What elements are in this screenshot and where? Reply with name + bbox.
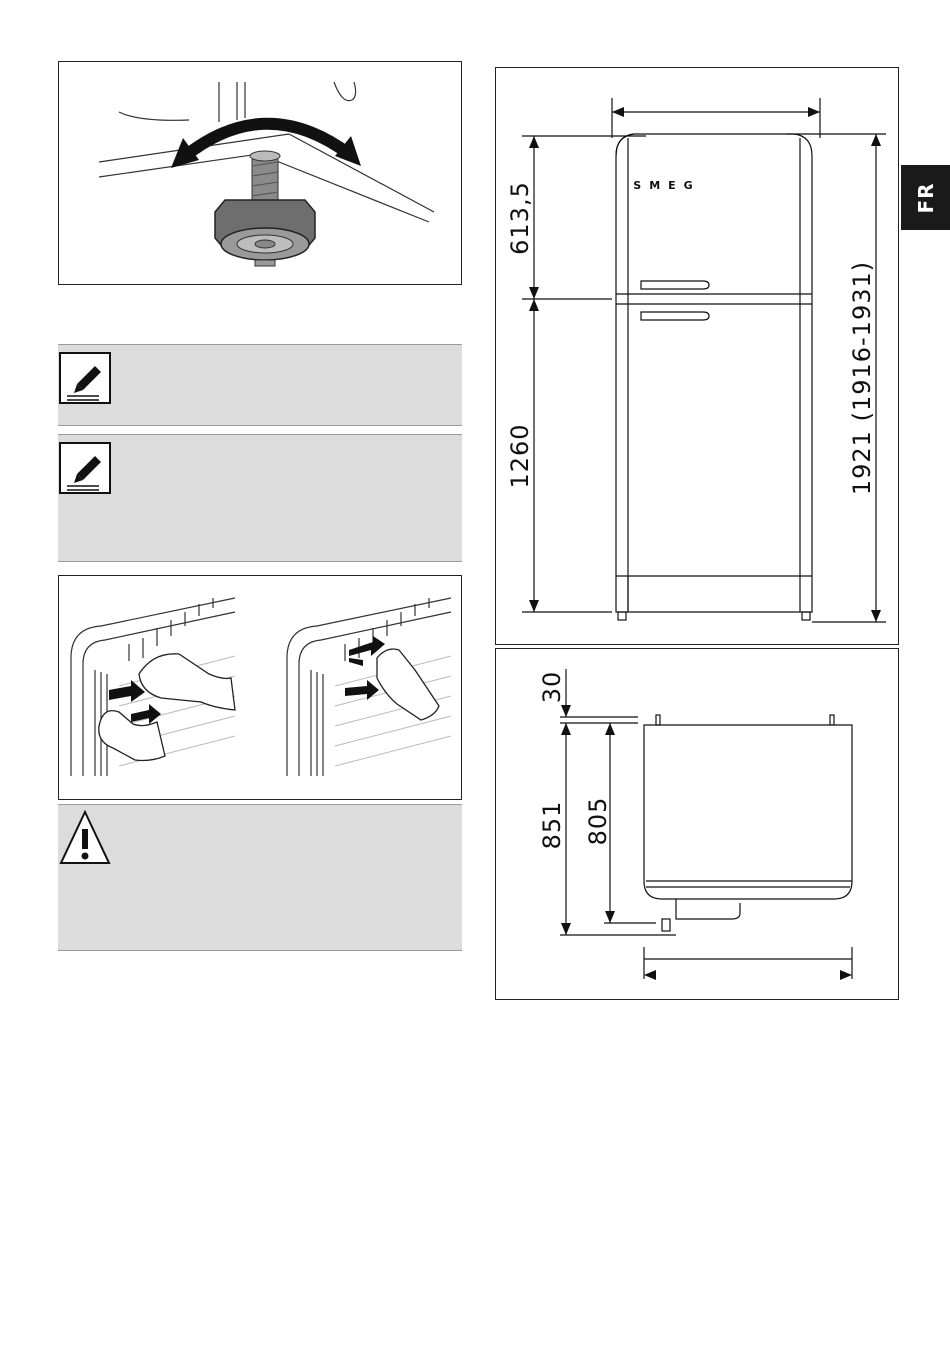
pencil-note-icon: [59, 352, 111, 404]
fridge-height-label: 1260: [506, 423, 534, 489]
note-box-2: [58, 434, 462, 562]
brand-logo: SMEG: [633, 179, 701, 192]
door-seal-illustration: [59, 576, 460, 798]
fridge-dimensions-figure: [495, 67, 899, 645]
total-depth-label: 851: [538, 800, 566, 850]
note-box-1: [58, 344, 462, 426]
language-tab: [901, 165, 950, 230]
fridge-top-drawing: [496, 649, 897, 998]
top-view-dimensions-figure: [495, 648, 899, 1000]
pencil-note-icon: [59, 442, 111, 494]
leveling-foot-illustration: [59, 62, 460, 283]
fridge-front-drawing: [496, 68, 897, 643]
language-tab-label: FR: [913, 181, 938, 214]
door-seal-figure: [58, 575, 462, 800]
body-depth-label: 805: [584, 796, 612, 846]
clearance-label: 30: [538, 670, 566, 704]
leveling-foot-figure: [58, 61, 462, 285]
freezer-height-label: 613,5: [506, 181, 534, 255]
warning-triangle-icon: [58, 809, 112, 867]
warning-box: [58, 804, 462, 951]
total-height-label: 1921 (1916-1931): [848, 260, 876, 496]
